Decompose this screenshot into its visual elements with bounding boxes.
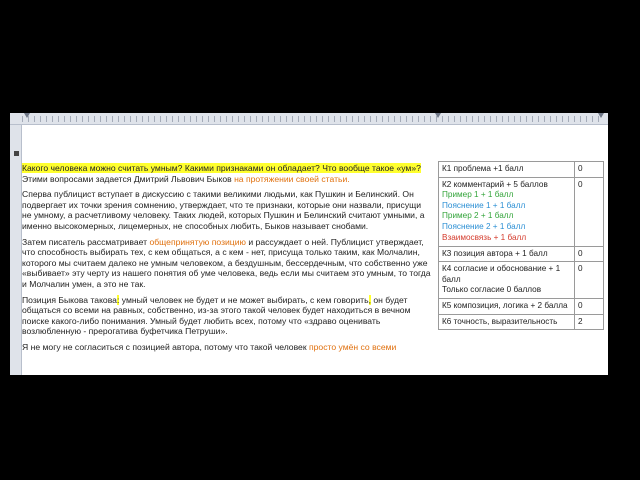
orange-phrase: просто умён со всеми	[308, 341, 397, 352]
criteria-label-cell[interactable]	[439, 162, 575, 178]
document-page[interactable]	[22, 125, 608, 375]
criteria-line: Пояснение 2 + 1 балл	[442, 221, 526, 231]
vertical-ruler	[10, 125, 22, 375]
criteria-line: Пример 1 + 1 балл	[442, 190, 514, 200]
criteria-table	[438, 161, 604, 330]
orange-phrase: общепринятую позицию	[149, 236, 246, 247]
criteria-row	[439, 162, 604, 178]
criteria-score[interactable]: 0	[575, 177, 604, 246]
criteria-line: Пример 2 + 1 балл	[442, 211, 514, 221]
criteria-line: К5 композиция, логика + 2 балла	[442, 300, 568, 310]
criteria-score[interactable]: 0	[575, 298, 604, 314]
criteria-line: Взаимосвязь + 1 балл	[442, 232, 527, 242]
criteria-score[interactable]: 2	[575, 314, 604, 330]
criteria-line: К6 точность, выразительность	[442, 316, 558, 326]
criteria-line: Пояснение 1 + 1 балл	[442, 200, 526, 210]
left-indent-marker[interactable]	[24, 113, 30, 118]
criteria-row	[439, 262, 604, 299]
criteria-label-cell[interactable]	[439, 177, 575, 246]
criteria-label-cell[interactable]	[439, 298, 575, 314]
ruler-ticks	[22, 116, 600, 122]
essay-paragraph-5: Я не могу не согласиться с позицией автора, потому что такой человек просто умён со всеми	[22, 341, 397, 352]
highlighted-comma: ,	[368, 294, 371, 305]
highlighted-colon: :	[116, 294, 120, 305]
criteria-line: К1 проблема +1 балл	[442, 164, 524, 173]
criteria-line: К4 согласие и обоснование + 1 балл	[442, 264, 561, 284]
paragraph-marker	[14, 151, 19, 156]
essay-paragraph-4: Позиция Быкова такова: умный человек не будет и не может выбирать, с кем говорить, он будет общаться со всеми на равных, собственно, из-за этого такой человек будет находиться в вечном поиске какого-либо понимания. Умный будет любить всех, потому что «здраво оценивать возлюбленную - прерогатива буфетчика Петруши».	[22, 294, 411, 337]
criteria-score[interactable]: 0	[575, 162, 604, 178]
essay-paragraph-2: Сперва публицист вступает в дискуссию с такими великими людьми, как Пушкин и Белинский. Он подвергает их точки зрения сомнению, утверждает, что те признаки, которые они назвали, присущи не умному, а расчетливому человеку. Таких людей, которых Пушкин и Белинский считают умными, а именно высокомерных, лицемерных, не способных любить, Быков называет снобами.	[22, 189, 425, 231]
horizontal-ruler	[10, 113, 608, 125]
criteria-label-cell[interactable]	[439, 246, 575, 262]
criteria-score[interactable]: 0	[575, 246, 604, 262]
essay-paragraph-1: Какого человека можно считать умным? Какими признаками он обладает? Что вообще такое «ум»? Этими вопросами задается Дмитрий Львович Быков на протяжении своей статьи.	[22, 163, 421, 184]
orange-phrase: на протяжении своей статьи.	[234, 173, 350, 184]
highlighted-questions: Какого человека можно считать умным? Какими признаками он обладает? Что вообще такое «ум»?	[22, 163, 421, 173]
right-indent-marker[interactable]	[598, 113, 604, 118]
criteria-row	[439, 246, 604, 262]
criteria-label-cell[interactable]	[439, 262, 575, 299]
column-marker[interactable]	[435, 113, 441, 118]
criteria-row	[439, 298, 604, 314]
essay-text[interactable]	[22, 163, 432, 358]
criteria-line: Только согласие 0 баллов	[442, 285, 542, 295]
criteria-line: К2 комментарий + 5 баллов	[442, 179, 548, 189]
criteria-row	[439, 314, 604, 330]
criteria-score[interactable]: 0	[575, 262, 604, 299]
essay-paragraph-3: Затем писатель рассматривает общепринятую позицию и рассуждает о ней. Публицист утверждает, что способность выбирать тех, с кем общаться, а с кем - нет, присуща только таким, как Молчалин, которого мы считаем далеко не умным человеком, а бездушным, бессердечным, что собственно уже «выбивает» эту черту из нашего понятия об уме человека, ведь если мы считаем это умным, то тогда и Молчалин умен, а это не так.	[22, 236, 431, 289]
criteria-row	[439, 177, 604, 246]
criteria-line: К3 позиция автора + 1 балл	[442, 248, 548, 258]
criteria-label-cell[interactable]	[439, 314, 575, 330]
